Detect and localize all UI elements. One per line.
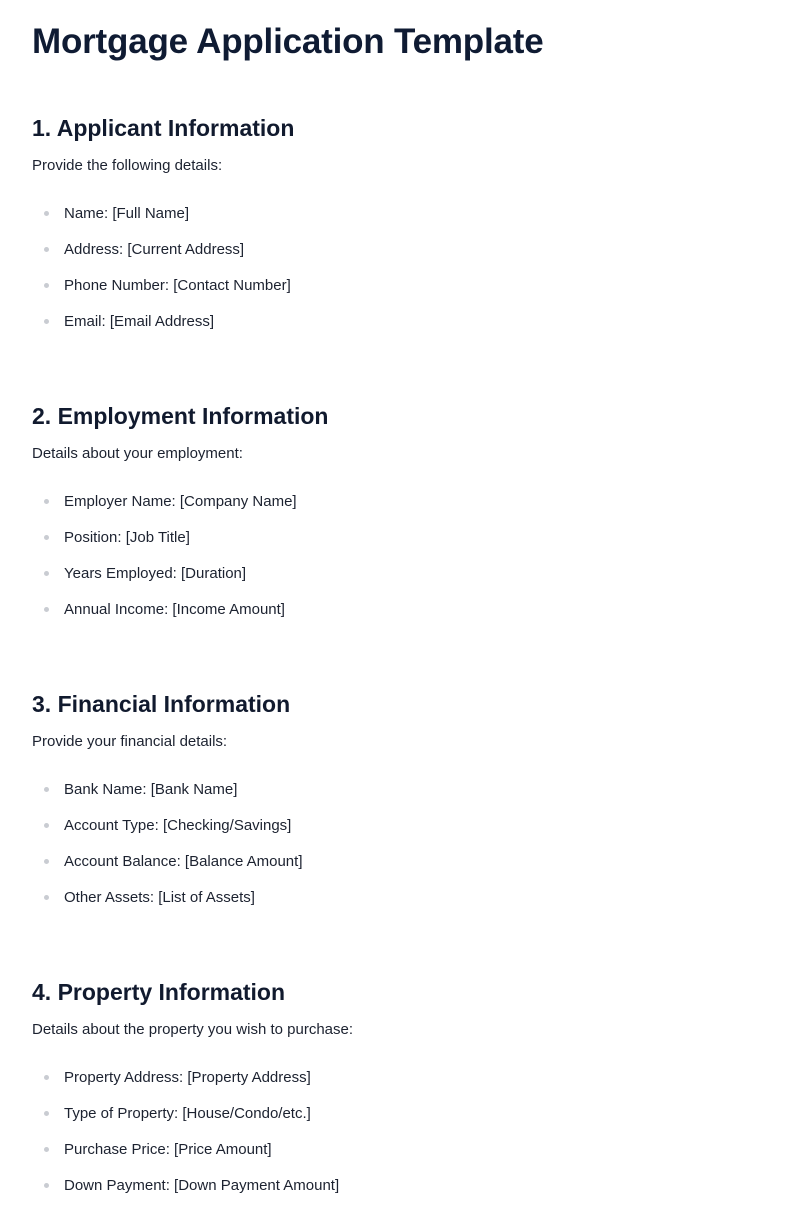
- bullet-icon: [44, 1147, 49, 1152]
- page-title: Mortgage Application Template: [32, 22, 544, 61]
- field-list: [32, 203, 291, 347]
- field-text: Name: [Full Name]: [64, 205, 190, 222]
- field-list: [32, 491, 297, 635]
- section-property-information: [32, 977, 772, 1194]
- section-applicant-information: [32, 113, 772, 330]
- section-intro: Provide the following details:: [32, 157, 223, 174]
- bullet-icon: [44, 247, 49, 252]
- field-text: Account Balance: [Balance Amount]: [64, 853, 303, 870]
- list-item: [32, 311, 291, 347]
- list-item: [32, 1139, 339, 1175]
- bullet-icon: [44, 859, 49, 864]
- bullet-icon: [44, 823, 49, 828]
- bullet-icon: [44, 211, 49, 216]
- bullet-icon: [44, 283, 49, 288]
- list-item: [32, 1103, 339, 1139]
- field-text: Email: [Email Address]: [64, 313, 215, 330]
- field-text: Employer Name: [Company Name]: [64, 493, 297, 510]
- field-text: Down Payment: [Down Payment Amount]: [64, 1177, 340, 1194]
- bullet-icon: [44, 1111, 49, 1116]
- list-item: [32, 1175, 339, 1211]
- field-list: [32, 1067, 339, 1211]
- field-text: Account Type: [Checking/Savings]: [64, 817, 292, 834]
- field-text: Other Assets: [List of Assets]: [64, 889, 255, 906]
- list-item: [32, 203, 291, 239]
- list-item: [32, 851, 302, 887]
- bullet-icon: [44, 607, 49, 612]
- list-item: [32, 815, 302, 851]
- list-item: [32, 1067, 339, 1103]
- list-item: [32, 887, 302, 923]
- bullet-icon: [44, 535, 49, 540]
- bullet-icon: [44, 787, 49, 792]
- bullet-icon: [44, 1183, 49, 1188]
- list-item: [32, 527, 297, 563]
- field-text: Property Address: [Property Address]: [64, 1069, 311, 1086]
- field-text: Bank Name: [Bank Name]: [64, 781, 238, 798]
- section-intro: Provide your financial details:: [32, 733, 228, 750]
- field-text: Purchase Price: [Price Amount]: [64, 1141, 272, 1158]
- field-text: Years Employed: [Duration]: [64, 565, 247, 582]
- section-intro: Details about the property you wish to purchase:: [32, 1021, 354, 1038]
- bullet-icon: [44, 895, 49, 900]
- field-text: Phone Number: [Contact Number]: [64, 277, 291, 294]
- field-list: [32, 779, 302, 923]
- list-item: [32, 491, 297, 527]
- field-text: Position: [Job Title]: [64, 529, 190, 546]
- bullet-icon: [44, 571, 49, 576]
- bullet-icon: [44, 1075, 49, 1080]
- section-heading: 4. Property Information: [32, 979, 286, 1005]
- section-heading: 1. Applicant Information: [32, 115, 295, 141]
- field-text: Type of Property: [House/Condo/etc.]: [64, 1105, 311, 1122]
- section-intro: Details about your employment:: [32, 445, 243, 462]
- bullet-icon: [44, 319, 49, 324]
- field-text: Annual Income: [Income Amount]: [64, 601, 285, 618]
- section-financial-information: [32, 689, 772, 906]
- section-employment-information: [32, 401, 772, 618]
- section-heading: 3. Financial Information: [32, 691, 291, 717]
- list-item: [32, 275, 291, 311]
- bullet-icon: [44, 499, 49, 504]
- list-item: [32, 563, 297, 599]
- field-text: Address: [Current Address]: [64, 241, 245, 258]
- list-item: [32, 239, 291, 275]
- list-item: [32, 599, 297, 635]
- list-item: [32, 779, 302, 815]
- section-heading: 2. Employment Information: [32, 403, 329, 429]
